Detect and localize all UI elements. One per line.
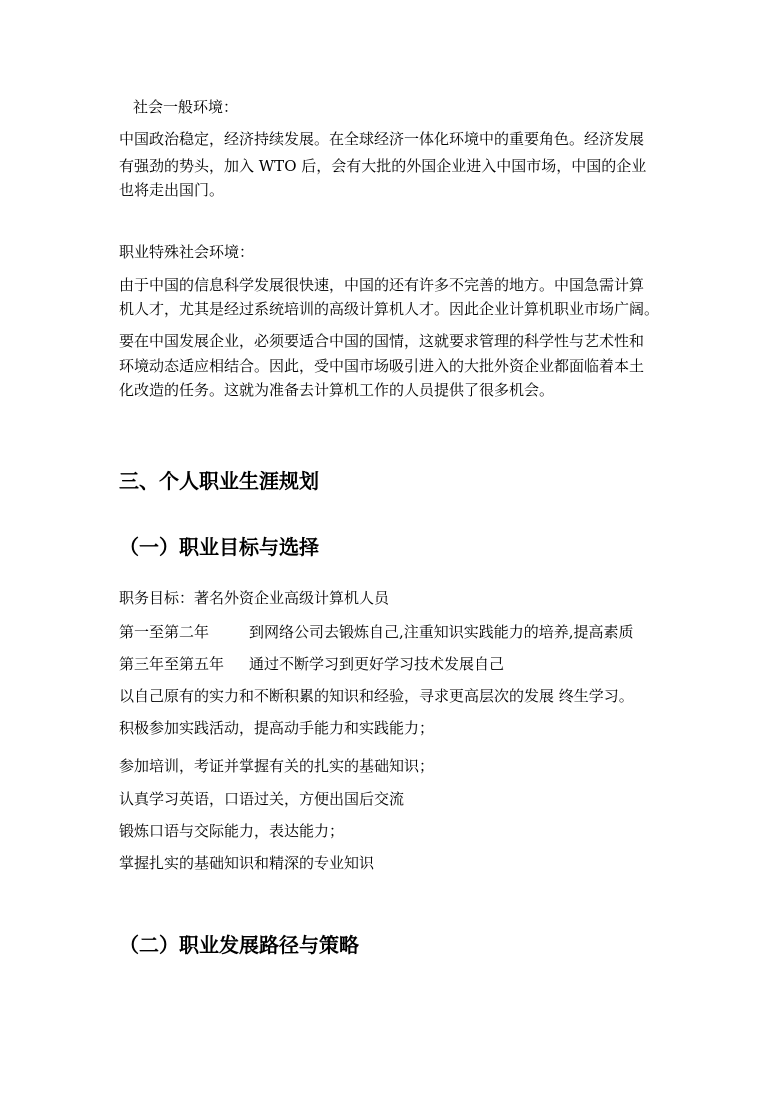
special-environment-para2-line-1: 要在中国发展企业，必须要适合中国的国情，这就要求管理的科学性与艺术性和: [119, 332, 645, 350]
general-environment-heading: 社会一般环境：: [133, 98, 239, 116]
phase-2-text: 通过不断学习到更好学习技术发展自己: [249, 655, 505, 673]
phase-2-label: 第三年至第五年: [119, 655, 225, 673]
goal-item-2: 积极参加实践活动，提高动手能力和实践能力；: [119, 719, 435, 737]
phase-1-label: 第一至第二年: [119, 623, 210, 641]
special-environment-para2-line-2: 环境动态适应相结合。因此，受中国市场吸引进入的大批外资企业都面临着本土: [119, 357, 645, 375]
goal-item-3: 参加培训，考证并掌握有关的扎实的基础知识；: [119, 757, 435, 775]
goal-item-4: 认真学习英语，口语过关，方便出国后交流: [119, 790, 405, 808]
special-environment-heading: 职业特殊社会环境：: [119, 243, 255, 261]
section-1-title: （一）职业目标与选择: [119, 535, 319, 559]
special-environment-para1-line-1: 由于中国的信息科学发展很快速，中国的还有许多不完善的地方。中国急需计算: [119, 276, 645, 294]
general-environment-line-2: 有强劲的势头，加入 WTO 后，会有大批的外国企业进入中国市场，中国的企业: [119, 157, 647, 175]
goal-item-5: 锻炼口语与交际能力，表达能力；: [119, 822, 345, 840]
phase-1-text: 到网络公司去锻炼自己,注重知识实践能力的培养,提高素质: [249, 623, 634, 641]
general-environment-line-1: 中国政治稳定，经济持续发展。在全球经济一体化环境中的重要角色。经济发展: [119, 130, 645, 148]
special-environment-para2-line-3: 化改造的任务。这就为准备去计算机工作的人员提供了很多机会。: [119, 381, 555, 399]
section-2-title: （二）职业发展路径与策略: [119, 933, 359, 957]
special-environment-para1-line-2: 机人才，尤其是经过系统培训的高级计算机人才。因此企业计算机职业市场广阔。: [119, 300, 660, 318]
goal-item-6: 掌握扎实的基础知识和精深的专业知识: [119, 854, 375, 872]
general-environment-line-3: 也将走出国门。: [119, 181, 225, 199]
career-goal-line: 职务目标：著名外资企业高级计算机人员: [119, 589, 390, 607]
chapter-3-title: 三、个人职业生涯规划: [119, 469, 319, 493]
goal-item-1: 以自己原有的实力和不断积累的知识和经验，寻求更高层次的发展 终生学习。: [119, 687, 634, 705]
